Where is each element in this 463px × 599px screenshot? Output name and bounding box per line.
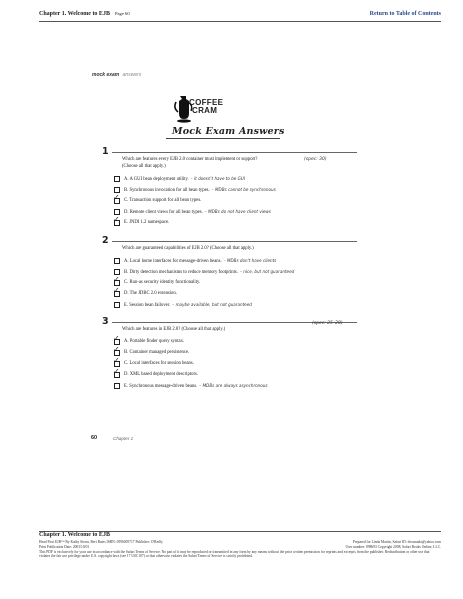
option-text: D. The JDBC 2.0 extension. [124, 291, 177, 296]
footer-chapter: Chapter 1 [113, 436, 134, 441]
handwritten-note: – MDBs cannot be synchronous [211, 187, 276, 192]
option-text: D. XML based deployment descriptors. [124, 372, 199, 377]
question-number: 1 [102, 146, 109, 157]
terms-notice: This PDF is exclusively for your use in accordance with the Safari Terms of Service. No part of it may be reproduced or transmitted in any form by any means without the prior written permission for reprints and excerpts from the publisher. Redistribution or other use that violates the fair use privilege under U.S. copyright laws (see 17 USC107) or that otherwise violates the Safari Terms of Service is strictly prohibited. [39, 550, 430, 559]
option-text: D. Remote client views for all bean types. [124, 210, 203, 215]
prepared-for: Prepared for Linda Martin, Safari ID: dossmada@yahoo.com [352, 540, 441, 544]
handwritten-note: – nice, but not guaranteed [239, 269, 295, 274]
option-text: C. Run-as security identity functionality. [124, 280, 201, 285]
option-a [112, 256, 357, 267]
option-text: A. Local home interfaces for message-driven beans. [124, 259, 222, 264]
logo-line-1: COFFEE [189, 98, 224, 107]
handwritten-note: – MDBs are always asynchronous [199, 383, 268, 388]
publication-date: Print Publication Date: 2003/10/01 [39, 545, 90, 549]
question-number: 3 [102, 316, 109, 327]
checkmark-icon: ✓ [113, 275, 120, 284]
handwritten-note: – MDBs do not have client views [204, 209, 271, 214]
checkmark-icon: ✓ [113, 345, 120, 354]
option-text: B. Synchronous invocation for all bean types. [124, 188, 210, 193]
option-d [112, 207, 357, 218]
option-d [112, 367, 357, 381]
option-c [112, 275, 357, 289]
options-list [112, 174, 357, 229]
user-number: User number: 898693 Copyright 2008, Safari Books Online, LLC. [345, 545, 441, 549]
option-a [112, 334, 357, 348]
question-divider [112, 241, 357, 242]
option-text: A. A GUI bean deployment utility. [124, 177, 189, 182]
option-e [112, 300, 357, 311]
option-b [112, 185, 357, 196]
checkbox[interactable] [114, 383, 120, 389]
section-label [92, 72, 141, 78]
options-list [112, 256, 357, 311]
section-label-main: mock exam [92, 72, 120, 78]
option-b [112, 345, 357, 359]
checkbox[interactable] [114, 176, 120, 182]
bottom-chapter-title: Chapter 1. Welcome to EJB [39, 532, 110, 538]
header-chapter-title [39, 11, 130, 17]
option-text: B. Container managed persistence. [124, 350, 190, 355]
handwritten-note: – maybe available, but not guaranteed [172, 302, 252, 307]
options-list [112, 334, 357, 392]
page-title: Mock Exam Answers [172, 126, 285, 137]
header-chapter-text: Chapter 1. Welcome to EJB [39, 11, 110, 17]
question-text-line: Which are features every EJB 2.0 container must implement or support? [122, 157, 258, 162]
option-b [112, 267, 357, 278]
checkmark-icon: ✓ [113, 356, 120, 365]
checkmark-icon: ✓ [113, 215, 120, 224]
handwritten-note: – MDBs don't have clients [223, 258, 277, 263]
checkmark-icon: ✓ [113, 193, 120, 202]
question-number: 2 [102, 235, 109, 246]
spec-pages-note: (spec: 30) [304, 157, 327, 162]
option-d [112, 286, 357, 300]
section-label-sub: answers [122, 72, 142, 78]
logo-line-2: CRAM [192, 106, 218, 115]
question-3 [102, 316, 357, 392]
spec-pages-note: (spec: 25–28) [312, 321, 343, 326]
book-info: Head First EJB™ By Kathy Sierra, Bert Bates ISBN: 0596005717 Publisher: O'Reilly [39, 540, 163, 544]
option-text: B. Dirty detection mechanisms to reduce memory footprints. [124, 270, 238, 275]
title-underline [166, 138, 280, 139]
header-page-number: Page 60 [114, 11, 130, 16]
option-c [112, 193, 357, 207]
option-c [112, 356, 357, 370]
option-a [112, 174, 357, 185]
option-text: E. JNDI 1.2 namespace. [124, 220, 170, 225]
option-text: C. Local interfaces for session beans. [124, 361, 194, 366]
checkbox[interactable] [114, 269, 120, 275]
checkmark-icon: ✓ [113, 334, 120, 343]
checkbox[interactable] [114, 187, 120, 193]
option-text: C. Transaction support for all bean types. [124, 198, 202, 203]
handwritten-note: – it doesn't have to be GUI [190, 176, 245, 181]
option-text: E. Synchronous message-driven beans. [124, 384, 198, 389]
checkmark-icon: ✓ [113, 286, 120, 295]
coffee-cram-logo-text [189, 99, 223, 115]
question-text [122, 245, 357, 252]
option-text: A. Portable finder query syntax. [124, 339, 185, 344]
option-text: E. Session bean failover. [124, 303, 171, 308]
checkbox[interactable] [114, 302, 120, 308]
question-text-line: Which are features in EJB 2.0? (Choose all that apply.) [122, 327, 226, 332]
question-divider [112, 152, 357, 153]
option-e [112, 215, 357, 229]
checkbox[interactable] [114, 209, 120, 215]
checkbox[interactable] [114, 258, 120, 264]
question-text-line: (Choose all that apply.) [122, 164, 166, 169]
header-divider [39, 21, 441, 22]
footer-page-number: 60 [91, 435, 98, 441]
checkmark-icon: ✓ [113, 367, 120, 376]
return-to-toc-link[interactable]: Return to Table of Contents [369, 11, 441, 17]
question-1 [102, 146, 357, 229]
question-2 [102, 235, 357, 311]
question-text [122, 326, 357, 333]
question-text-line: Which are guaranteed capabilities of EJB 2.0? (Choose all that apply.) [122, 246, 254, 251]
option-e [112, 381, 357, 392]
